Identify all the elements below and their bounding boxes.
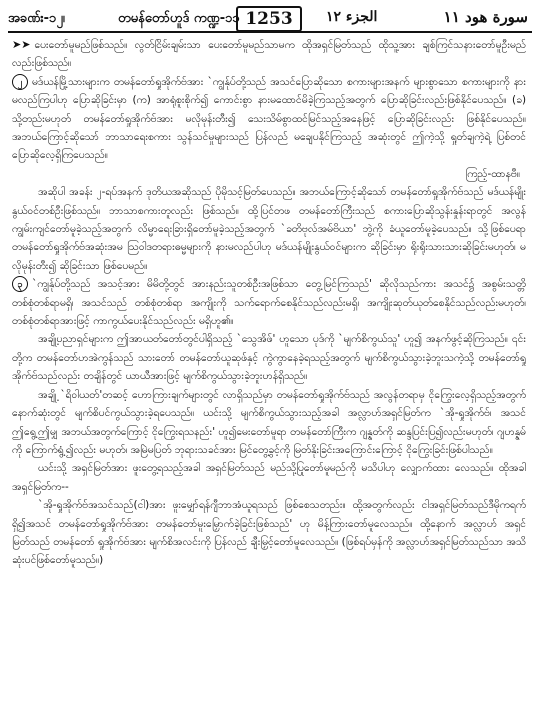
- paragraph: [12, 386, 526, 460]
- footnote-number-badge: ၃: [12, 276, 28, 292]
- paragraph-continuation: [12, 36, 526, 73]
- footnote-3: [12, 275, 526, 330]
- footnote-2: [12, 73, 526, 165]
- surah-label: سورة هود ١١: [443, 8, 528, 26]
- paragraph: [12, 330, 526, 385]
- continuation-arrows-icon: ➤➤: [12, 38, 31, 51]
- paragraph-text: `ကျွန်ုပ်တို့သည် အသင့်အား မိမိတို့တွင် အားနည်းသူတစ်ဦးအဖြစ်သာ တွေ့မြင်ကြသည်' ဆိုလိုသည်ကား အသင်၌ အစွမ်းသတ္တိ တစ်စုံတစ်ရာမရှိ၊ အသင်သည် တစ်စုံတစ်ရာ အကျိုးကို သက်ရောက်စေနိုင်သည်လည်းမရှိ၊ အကျိုးဆုတ်ယုတ်စေနိုင်သည်လည်းမဟုတ်၊ တစ်စုံတစ်ရာအားဖြင့် ကာကွယ်ပေးနိုင်သည်လည်း မရှိဟူ၏။: [12, 278, 526, 328]
- paragraph-text: အချို့ `ရိဝါယတ်'တဆင့် ဟောကြားချက်များတွင် လာရှိသည်မှာ တမန်တော်ရှုအိုက်ဗ်သည် အလွန်တရာမှ ငိုကြွေးလေ့ရှိသည့်အတွက် နောက်ဆုံးတွင် မျက်စိပင်ကွယ်သွားခဲ့ရပေသည်။ ယင်းသို့ မျက်စိကွယ်သွားသည့်အခါ အလ္လာဟ်အရှင်မြတ်က `အို-ရှုအိုက်ဗ်၊ အသင် ဤရွေ့ဤမျှ အဘယ်အတွက်ကြောင့် ငိုကြွေးရသနည်း' ဟူ၍မေးတော်မူရာ တမန်တော်ကြီးက ဂျန္နတ်ကို ဆန္ဒပြင်းပြ၍လည်းမဟုတ်၊ ဂျဟန္နမ်ကို ကြောက်ရွံ့၍လည်း မဟုတ်၊ အမြဲမပြတ် ဘုရားသခင်အား မြင်တွေ့ခွင့်ကို မြတ်နိုးခြင်းအကြောင်းကြောင့် ငိုကြွေးခြင်းဖြစ်ပါသည်။: [12, 388, 526, 456]
- chapter-label: အခဏ်း-၁၂၊: [8, 11, 65, 26]
- paragraph-text: ယင်းသို့ အရှင်မြတ်အား ဖူးတွေ့ရသည့်အခါ အရှင်မြတ်သည် မည်သို့ပြုတော်မူမည်ကို မသိပါဟု လျှောက်ထား လေသည်။ ထိုအခါ အရှင်မြတ်က--: [12, 462, 526, 493]
- page-number-box: 1253: [236, 6, 302, 32]
- juz-label: الجزء ١٢: [326, 9, 378, 25]
- paragraph: [12, 183, 526, 275]
- page-body: [12, 36, 526, 708]
- header-divider: [8, 31, 532, 33]
- paragraph-text: အဆိုပါ အခန်း ၂-ရပ်အနက် ဒုတိယအဆိုသည် ပိုမိုသင့်မြတ်ပေသည်။ အဘယ်ကြောင့်ဆိုသော် တမန်တော်ရှုအိုက်ဗ်သည် မဒ်ယန်မျိုးနွယ်ဝင်တစ်ဦးဖြစ်သည်။ ဘာသာစကားတူလည်း ဖြစ်သည်။ ထို့ပြင်တဖ တမန်တော်ကြီးသည် စကားပြောဆိုသွန်းနှုန်းရာတွင် အလွန်ကျွမ်းကျင်တော်မူခဲ့သည့်အတွက် လိမ္မာရေးခြားရှိတော်မူခဲ့သည့်အတွက် `ခတိဗုလ်အမ်ဗိယာ' ဘွဲ့ကို ခံယူတော်မူခဲ့ပေသည်။ သို့ဖြစ်ပေရာ တမန်တော်ရှုအိုက်ဗ်အဆုံးအမ ဩဝါဒတရားဓမ္မများကို နားမလည်ပါဟု မဒ်ယန်မျိုးနွယ်ဝင်များက ဆိုခြင်းမှာ ရိုးရိုးသားသားဆိုခြင်းမဟုတ်၊ မလိုမုန်းတီး၍ ဆိုခြင်းသာ ဖြစ်ပေမည်။: [12, 186, 526, 272]
- paragraph-text: မဒ်ယန်မြို့သားများက တမန်တော်ရှုအိုက်ဗ်အား `ကျွန်ုပ်တို့သည် အသင်ပြောဆိုသော စကားများအနက် များစွာသော စကားများကို နားမလည်ကြပါဟု ပြောဆိုခြင်းမှာ (က) အာရုံစူးစိုက်၍ ကောင်းစွာ နားမထောင်မိခဲ့ကြသည့်အတွက် ပြောဆိုခြင်းလည်းဖြစ်နိုင်ပေသည်။ (ခ) သို့တည်းမဟုတ် တမန်တော်ရှုအိုက်ဗ်အား မလိုမုန်းတီး၍ သေးသိမ်စွာထင်မြင်သည့်အနေဖြင့် ပြောဆိုခြင်းလည်း ဖြစ်နိုင်ပေသည်။ အဘယ်ကြောင့်ဆိုသော် ဘာသာရေးစကား သွန်သင်မှုများသည် ပြန်လည် မချေပနိုင်ကြသည့် အဆုံးတွင် ဤကဲ့သို့ ရှုတ်ချကဲ့ရဲ့ ပြစ်တင်ပြောဆိုလေ့ရှိကြပေသည်။: [12, 75, 526, 162]
- book-title: တမန်တော်ဟူဒ် ကဏ္ဍ-၁၁: [118, 11, 240, 26]
- paragraph: [12, 459, 526, 496]
- paragraph-text: `အို-ရှုအိုက်ဗ်အသင်သည်(ငါ)အား ဖူးမျှော်ရန်ဂျီဘာအံယူရသည် ဖြစ်စေသတည်း။ ထို့အတွက်လည်း ငါအရှင်မြတ်သည်ဒီမိုကရက်ရှိ၍အသင် တမန်တော်ရှုအိုက်ဗ်အား တမန်တော်မူးမြှောက်ခဲ့ခြင်းဖြစ်သည်' ဟု မိန့်ကြားတော်မူလေသည်။ ထို့နောက် အလ္လာဟ် အရှင်မြတ်သည် တမန်တော် ရှုအိုက်ဗ်အား မျက်စိအလင်းကို ပြန်လည် ချီးမြှင့်တော်မူလေသည်။ (ဖြစ်ရပ်မှန်ကို အလ္လာဟ်အရှင်မြတ်သည်သာ အသိဆုံးပင်ဖြစ်တော်မူသည်။): [12, 499, 526, 567]
- paragraph-text: ပေးတော်မူမည်ဖြစ်သည်။ လွတ်ငြိမ်းချမ်းသာ ပေးတော်မူမည်သာမက ထိုအရှင်မြတ်သည် ထိုသူ့အား ချစ်ကြင်သနားတော်မူဦးမည်လည်းဖြစ်သည်။: [12, 39, 526, 70]
- citation-line: [12, 165, 526, 183]
- paragraph-text: အချို့ပညာရှင်များက ဤအာယတ်တော်တွင်ပါရှိသည့် `သွေအိဖ်' ဟူသော ပုဒ်ကို `မျက်စိကွယ်သူ' ဟူ၍ အနက်ဖွင့်ဆိုကြသည်။ ၎င်းတို့က တမန်တော်ဟအဲကွန်သည် သားတော် တမန်တော်ယူဆုဖ်နှင့် ကွဲကွာနေခဲ့ရသည့်အတွက် မျက်စိကွယ်သွားခဲ့ဘူးသကဲ့သို့ တမန်တော်ရှုအိုက်ဗ်သည်လည်း တချိန်တွင် ယာယီအားဖြင့် မျက်စိကွယ်သွားခဲ့ဘူးဟန်ရှိသည်။: [12, 333, 526, 383]
- paragraph: [12, 496, 526, 570]
- citation-text: ကြည့်-ထာနဗီ။: [465, 167, 520, 180]
- footnote-number-badge: ၂: [12, 74, 28, 90]
- page-header: [8, 6, 532, 32]
